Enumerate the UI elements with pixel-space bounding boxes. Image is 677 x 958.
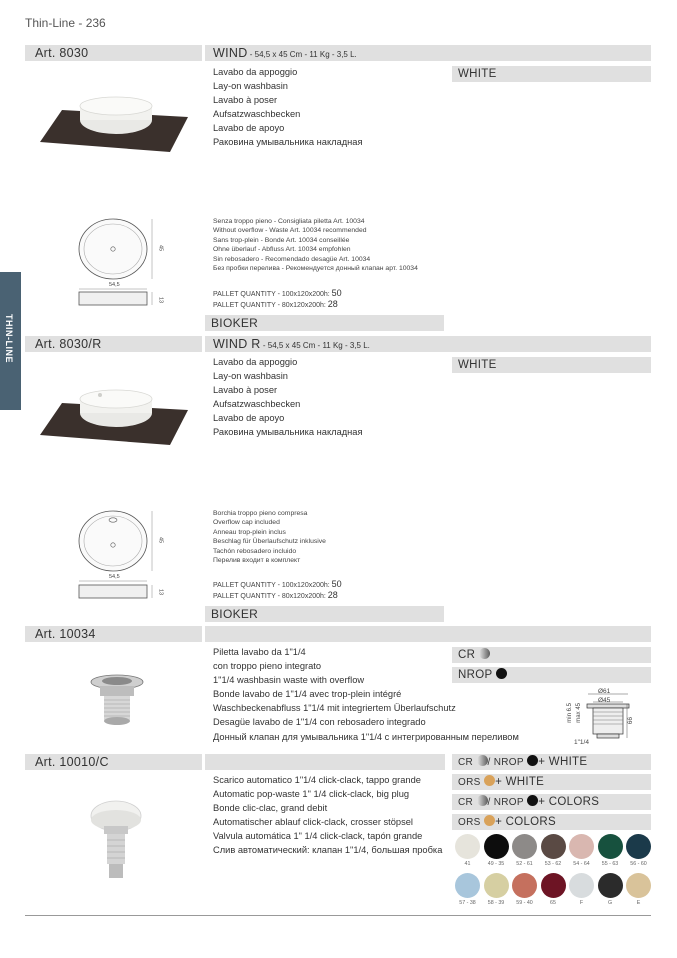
- side-tab-label: THIN-LINE: [4, 314, 14, 363]
- color-swatch-label: 65: [550, 900, 556, 906]
- finish-tag-ors-white: ORS + WHITE: [452, 774, 651, 790]
- color-swatch-label: 49 - 35: [487, 861, 505, 867]
- dim-height: 66: [627, 717, 634, 725]
- desc-line: Automatic pop-waste 1" 1/4 click-clack, big plug: [213, 789, 410, 800]
- article-number: Art. 8030: [35, 46, 89, 60]
- chrome-dot-icon: [477, 795, 488, 806]
- note-line: Borchia troppo pieno compresa: [213, 510, 308, 517]
- black-dot-icon: [496, 668, 507, 679]
- color-swatch-label: 58 - 39: [487, 900, 505, 906]
- product-notes: [213, 509, 326, 565]
- desc-line: Слив автоматический: клапан 1"1/4, большая пробка: [213, 845, 443, 856]
- bioker-tag: BIOKER: [205, 606, 444, 622]
- dim-depth-label: 45: [157, 537, 164, 544]
- product-name-line: [213, 336, 370, 354]
- dim-thread: 1"1/4: [574, 739, 589, 746]
- article-number: Art. 8030/R: [35, 337, 102, 351]
- product-spec: - 54,5 x 45 Cm - 11 Kg - 3,5 L.: [247, 50, 357, 59]
- black-dot-icon: [527, 795, 538, 806]
- desc-line: Lavabo à poser: [213, 95, 278, 106]
- color-swatch-label: F: [579, 900, 584, 906]
- color-swatch[interactable]: [455, 834, 480, 859]
- note-line: Without overflow - Waste Art. 10034 recommended: [213, 227, 367, 235]
- note-line: Senza troppo pieno - Consigliata piletta Art. 10034: [213, 218, 365, 225]
- color-swatch-label: 59 - 40: [516, 900, 533, 906]
- desc-line: con troppo pieno integrato: [213, 661, 322, 672]
- pop-waste-photo: [88, 796, 144, 884]
- gold-dot-icon: [484, 815, 495, 826]
- footer-divider: [25, 915, 651, 916]
- color-swatch[interactable]: [569, 834, 594, 859]
- desc-line: Lavabo de apoyo: [213, 413, 285, 424]
- chrome-dot-icon: [477, 755, 488, 766]
- color-swatch[interactable]: [484, 873, 509, 898]
- pallet-quantity-1: PALLET QUANTITY - 100x120x200h: 50: [213, 288, 342, 298]
- product-spec: - 54,5 x 45 Cm - 11 Kg - 3,5 L.: [260, 341, 370, 350]
- desc-line: Раковина умывальника накладная: [213, 427, 363, 438]
- note-line: Tachón rebosadero incluido: [213, 547, 297, 555]
- color-swatch[interactable]: [626, 834, 651, 859]
- desc-line: Aufsatzwaschbecken: [213, 109, 301, 120]
- finish-tag-cr: CR: [452, 647, 651, 663]
- dim-inner-diameter: Ø45: [598, 697, 611, 704]
- note-line: Anneau trop-plein inclus: [213, 528, 286, 536]
- note-line: Sans trop-plein - Bonde Art. 10034 conseillée: [213, 236, 350, 244]
- dim-min: min 6.5: [567, 703, 573, 723]
- color-swatch[interactable]: [512, 834, 537, 859]
- desc-line: 1"1/4 washbasin waste with overflow: [213, 675, 365, 686]
- desc-line: Waschbeckenabfluss 1"1/4 mit integriertem Überlaufschutz: [213, 703, 456, 714]
- color-tag-white: WHITE: [452, 66, 651, 82]
- color-swatch-label: 56 - 60: [630, 861, 647, 867]
- bioker-tag: BIOKER: [205, 315, 444, 331]
- note-line: Overflow cap included: [213, 519, 280, 527]
- dim-depth-label: 45: [157, 245, 164, 252]
- color-swatch-grid: [452, 834, 652, 908]
- product-name-line: [213, 45, 357, 63]
- color-swatch-label: 52 - 61: [516, 861, 533, 867]
- color-swatch[interactable]: [512, 873, 537, 898]
- desc-line: Lavabo da appoggio: [213, 357, 298, 367]
- desc-line: Раковина умывальника накладная: [213, 137, 363, 148]
- washbasin-photo: [40, 92, 190, 152]
- product-descriptions: [213, 65, 363, 150]
- color-swatch[interactable]: [484, 834, 509, 859]
- page-header-title: Thin-Line - 236: [25, 16, 106, 30]
- product-name-bar: [205, 626, 651, 642]
- note-line: Beschlag für Überlaufschutz inklusive: [213, 538, 326, 546]
- color-swatch[interactable]: [626, 873, 651, 898]
- black-dot-icon: [527, 755, 538, 766]
- note-line: Sin rebosadero - Recomendado desagüe Art. 10034: [213, 255, 371, 263]
- article-number: Art. 10010/C: [35, 755, 109, 769]
- dim-max: max 45: [576, 703, 582, 723]
- note-line: Перелив входит в комплект: [213, 557, 301, 565]
- product-name: WIND R: [213, 337, 261, 351]
- desc-line: Piletta lavabo da 1"1/4: [213, 647, 306, 657]
- note-line: Ohne überlauf - Abfluss Art. 10034 empfohlen: [213, 246, 351, 254]
- waste-fitting-photo: [88, 672, 146, 730]
- finish-tag-ors-colors: ORS + COLORS: [452, 814, 651, 830]
- desc-line: Bonde clic-clac, grand debit: [213, 803, 328, 814]
- color-swatch[interactable]: [569, 873, 594, 898]
- desc-line: Scarico automatico 1"1/4 click-clack, tappo grande: [213, 775, 421, 785]
- color-swatch-label: 53 - 62: [544, 861, 562, 867]
- dim-height-label: 13: [157, 297, 164, 304]
- note-line: Без пробки перелива - Рекомендуется донный клапан арт. 10034: [213, 265, 418, 273]
- color-swatch-label: E: [636, 900, 641, 906]
- finish-tag-cr-nrop-colors: CR / NROP + COLORS: [452, 794, 651, 810]
- dim-height-label: 13: [157, 589, 164, 596]
- color-swatch[interactable]: [541, 834, 566, 859]
- product-descriptions: [213, 773, 442, 858]
- pallet-quantity-2: PALLET QUANTITY - 80x120x200h: 28: [213, 299, 338, 309]
- washbasin-photo: [40, 383, 190, 445]
- color-swatch[interactable]: [541, 873, 566, 898]
- chrome-dot-icon: [479, 648, 490, 659]
- product-descriptions: [213, 355, 363, 440]
- desc-line: Lavabo da appoggio: [213, 67, 298, 77]
- color-swatch[interactable]: [598, 834, 623, 859]
- product-name: WIND: [213, 46, 248, 60]
- washbasin-top-view-drawing: [70, 213, 160, 318]
- color-swatch[interactable]: [455, 873, 480, 898]
- desc-line: Bonde lavabo de 1"1/4 avec trop-plein intégré: [213, 689, 402, 700]
- desc-line: Lay-on washbasin: [213, 81, 288, 92]
- desc-line: Lay-on washbasin: [213, 371, 288, 382]
- color-swatch[interactable]: [598, 873, 623, 898]
- pallet-quantity-2: PALLET QUANTITY - 80x120x200h: 28: [213, 590, 338, 600]
- color-swatch-label: 41: [464, 861, 471, 867]
- desc-line: Lavabo de apoyo: [213, 123, 285, 134]
- finish-tag-cr-nrop-white: CR / NROP + WHITE: [452, 754, 651, 770]
- color-swatch-label: 57 - 38: [459, 900, 476, 906]
- washbasin-top-view-drawing: [70, 505, 160, 610]
- dim-outer-diameter: Ø61: [598, 688, 611, 695]
- desc-line: Automatischer ablauf click-clack, crosser stöpsel: [213, 817, 413, 828]
- desc-line: Valvula automática 1" 1/4 click-clack, tapón grande: [213, 831, 423, 842]
- gold-dot-icon: [484, 775, 495, 786]
- dim-width-label: 54,5: [109, 282, 120, 288]
- pallet-quantity-1: PALLET QUANTITY - 100x120x200h: 50: [213, 579, 342, 589]
- color-swatch-label: 55 - 63: [601, 861, 619, 867]
- product-notes: [213, 217, 418, 273]
- color-swatch-label: 54 - 64: [573, 861, 590, 867]
- desc-line: Lavabo à poser: [213, 385, 278, 396]
- desc-line: Desagüe lavabo de 1"1/4 con rebosadero integrado: [213, 717, 426, 728]
- color-tag-white: WHITE: [452, 357, 651, 373]
- article-number: Art. 10034: [35, 627, 96, 641]
- desc-line: Донный клапан для умывальника 1"1/4 с интегрированным переливом: [213, 731, 519, 742]
- side-section-tab[interactable]: [0, 272, 21, 410]
- finish-tag-nrop: NROP: [452, 667, 651, 683]
- color-swatch-label: G: [607, 900, 613, 906]
- desc-line: Aufsatzwaschbecken: [213, 399, 301, 410]
- dim-width-label: 54,5: [109, 574, 120, 580]
- product-name-bar: [205, 754, 445, 770]
